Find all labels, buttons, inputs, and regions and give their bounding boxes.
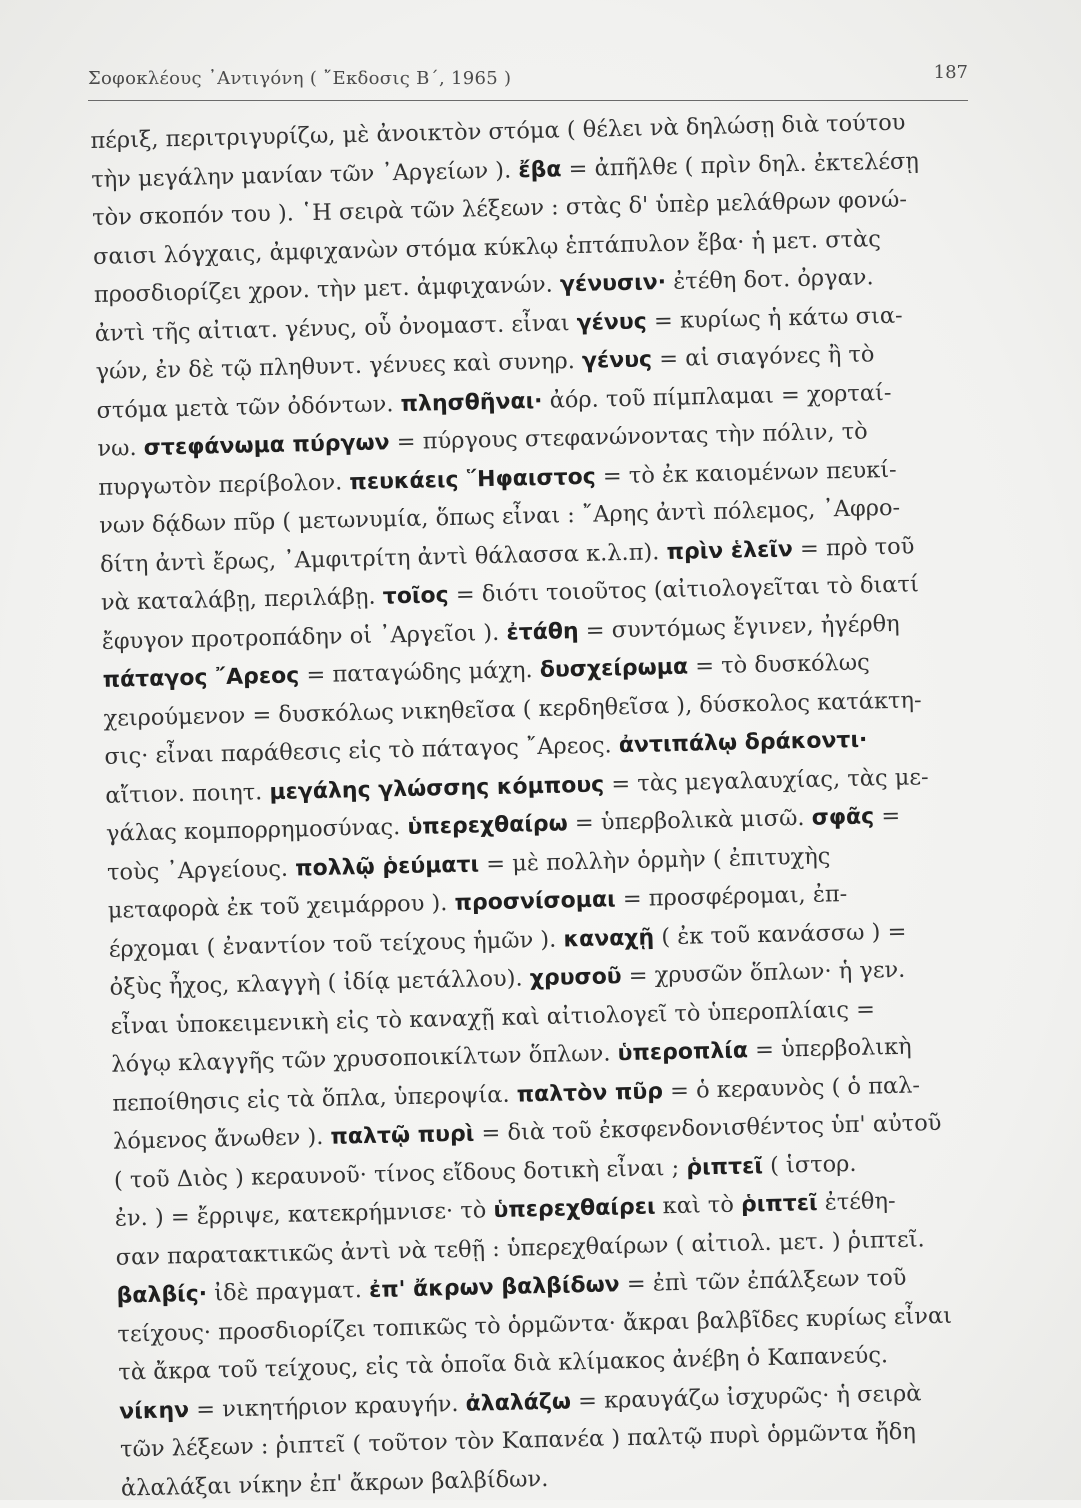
lemma-term: νίκην: [118, 1397, 190, 1425]
lemma-term: ἀλαλάζω: [465, 1388, 572, 1417]
header-rule: [88, 100, 968, 101]
gloss-text: = πύργους στεφανώνοντας τὴν πόλιν, τὸ: [389, 418, 868, 456]
gloss-text: = ἐπὶ τῶν ἐπάλξεων τοῦ: [619, 1264, 907, 1298]
gloss-text: σαισι λόγχαις, ἀμφιχανὼν στόμα κύκλῳ ἑπτάπυλον ἔβα· ἡ μετ. στὰς: [92, 225, 882, 270]
lemma-term: ὑπερεχθαίρω: [407, 811, 569, 840]
gloss-text: = τὸ δυσκόλως: [687, 649, 871, 680]
gloss-text: λόγῳ κλαγγῆς τῶν χρυσοποικίλτων ὅπλων.: [111, 1040, 618, 1078]
gloss-text: ( τοῦ Διὸς ) κεραυνοῦ· τίνος εἴδους δοτικὴ εἶναι ;: [113, 1154, 687, 1194]
gloss-text: τὸν σκοπόν του ). ῾Η σειρὰ τῶν λέξεων : στὰς δ' ὑπὲρ μελάθρων φονώ-: [91, 186, 908, 231]
gloss-text: =: [873, 802, 901, 830]
lemma-term: γένυς: [576, 308, 648, 336]
lemma-term: ὑπερεχθαίρει: [493, 1194, 656, 1224]
lemma-term: ῥιπτεῖ: [740, 1190, 818, 1218]
lemma-term: χρυσοῦ: [529, 964, 622, 992]
gloss-text: = χρυσῶν ὅπλων· ἡ γεν.: [621, 956, 906, 990]
gloss-text: = προσφέρομαι, ἐπ-: [615, 881, 848, 913]
gloss-text: δίτη ἀντὶ ἔρως, ᾿Αμφιτρίτη ἀντὶ θάλασσα κ.λ.π).: [99, 538, 667, 578]
gloss-text: = διότι τοιοῦτος (αἰτιολογεῖται τὸ διατί: [448, 571, 920, 608]
gloss-text: αἴτιον. ποιητ.: [104, 778, 270, 809]
gloss-text: πεποίθησις εἰς τὰ ὅπλα, ὑπεροψία.: [111, 1081, 518, 1117]
lemma-term: μεγάλης γλώσσης κόμπους: [269, 772, 605, 805]
gloss-text: σαν παρατακτικῶς ἀντὶ νὰ τεθῇ : ὑπερεχθαίρων ( αἰτιολ. μετ. ) ῥιπτεῖ.: [115, 1225, 925, 1271]
lemma-term: παλτῷ πυρὶ: [330, 1121, 475, 1150]
lemma-term: δυσχείρωμα: [539, 654, 689, 683]
gloss-text: = διὰ τοῦ ἐκσφενδονισθέντος ὑπ' αὐτοῦ: [474, 1109, 942, 1147]
lemma-term: παλτὸν πῦρ: [516, 1078, 664, 1108]
gloss-text: = τὸ ἐκ καιομένων πευκί-: [595, 456, 897, 490]
lemma-term: καναχῇ: [563, 924, 655, 952]
gloss-text: εἶναι ὑποκειμενικὴ εἰς τὸ καναχῇ καὶ αἰτιολογεῖ τὸ ὑπεροπλίαις =: [110, 995, 876, 1040]
gloss-text: σις· εἶναι παράθεσις εἰς τὸ πάταγος ῎Αρεος.: [104, 732, 620, 770]
gloss-text: μεταφορὰ ἐκ τοῦ χειμάρρου ).: [107, 889, 455, 924]
gloss-text: προσδιορίζει χρον. τὴν μετ. ἀμφιχανών.: [93, 271, 561, 308]
gloss-text: τὴν μεγάλην μανίαν τῶν ᾿Αργείων ).: [91, 156, 519, 193]
gloss-text: ( ἱστορ.: [762, 1150, 857, 1179]
lemma-term: ἀντιπάλῳ δράκοντι·: [618, 727, 868, 759]
gloss-text: νω.: [97, 434, 145, 462]
lemma-term: ἔβα: [518, 156, 562, 183]
gloss-text: = κραυγάζω ἰσχυρῶς· ἡ σειρὰ: [570, 1379, 922, 1414]
lemma-term: πρὶν ἑλεῖν: [666, 536, 794, 565]
gloss-text: = συντόμως ἔγινεν, ἠγέρθη: [578, 610, 900, 644]
page-number: 187: [933, 62, 968, 83]
gloss-text: = αἱ σιαγόνες ἢ τὸ: [651, 341, 875, 373]
lemma-term: πευκάεις ῞Ηφαιστος: [349, 464, 597, 495]
lemma-term: ῥιπτεῖ: [686, 1153, 764, 1181]
header-title: Σοφοκλέους ᾿Αντιγόνη ( ῎Εκδοσις Β΄, 1965 ): [88, 68, 512, 89]
gloss-text: έρχομαι ( ἐναντίον τοῦ τείχους ἡμῶν ).: [108, 925, 564, 963]
gloss-text: γών, ἐν δὲ τῷ πληθυντ. γένυες καὶ συνηρ.: [95, 347, 583, 385]
gloss-text: νων δᾴδων πῦρ ( μετωνυμία, ὅπως εἶναι : ῎Αρης ἀντὶ πόλεμος, ᾿Αφρο-: [98, 494, 901, 539]
lemma-term: ἐπ' ἄκρων βαλβίδων: [368, 1272, 620, 1303]
gloss-text: ἀόρ. τοῦ πίμπλαμαι = χορταί-: [542, 379, 892, 414]
gloss-text: = ὁ κεραυνὸς ( ὁ παλ-: [662, 1071, 921, 1104]
gloss-text: ἐτέθη δοτ. ὀργαν.: [665, 264, 874, 295]
lemma-term: γένυσιν·: [559, 269, 667, 298]
gloss-text: γάλας κομπορρημοσύνας.: [105, 813, 408, 847]
lemma-term: πολλῷ ῥεύματι: [294, 851, 480, 882]
lemma-term: γένυς: [581, 347, 653, 374]
gloss-text: = τὰς μεγαλαυχίας, τὰς με-: [603, 763, 929, 798]
running-header: [88, 62, 968, 102]
gloss-text: = ὑπερβολικὰ μισῶ.: [567, 804, 812, 837]
gloss-text: ἐτέθη-: [817, 1188, 896, 1216]
lemma-term: στεφάνωμα πύργων: [143, 430, 390, 461]
gloss-text: ἰδὲ πραγματ.: [206, 1276, 370, 1307]
lemma-term: τοῖος: [382, 582, 449, 610]
gloss-text: = ὑπερβολικὴ: [747, 1033, 912, 1064]
gloss-text: στόμα μετὰ τῶν ὀδόντων.: [96, 390, 401, 424]
gloss-text: ἔφυγον προτροπάδην οἱ ᾿Αργεῖοι ).: [101, 619, 507, 655]
gloss-text: χειρούμενον = δυσκόλως νικηθεῖσα ( κερδηθεῖσα ), δύσκολος κατάκτη-: [103, 686, 922, 732]
gloss-text: νὰ καταλάβῃ, περιλάβῃ.: [100, 583, 384, 616]
commentary-text: [90, 102, 1001, 1508]
gloss-text: = ἀπῆλθε ( πρὶν δηλ. ἐκτελέσῃ: [561, 147, 920, 182]
lemma-term: προσνίσομαι: [454, 887, 616, 916]
lemma-term: σφᾶς: [811, 804, 875, 831]
gloss-text: λόμενος ἄνωθεν ).: [112, 1123, 331, 1155]
lemma-term: πλησθῆναι·: [400, 388, 543, 417]
gloss-text: ἀντὶ τῆς αἰτιατ. γένυς, οὗ ὀνομαστ. εἶναι: [94, 309, 577, 347]
gloss-text: = νικητήριον κραυγήν.: [188, 1390, 466, 1423]
gloss-text: ὀξὺς ἦχος, κλαγγὴ ( ἰδίᾳ μετάλλου).: [109, 965, 531, 1001]
lemma-term: ὑπεροπλία: [617, 1038, 749, 1067]
gloss-text: ἐν. ) = ἔρριψε, κατεκρήμνισε· τὸ: [114, 1197, 494, 1232]
gloss-text: καὶ τὸ: [655, 1191, 742, 1220]
gloss-text: πέριξ, περιτριγυρίζω, μὲ ἀνοικτὸν στόμα ( θέλει νὰ δηλώσῃ διὰ τούτου: [90, 109, 906, 154]
gloss-text: ( ἐκ τοῦ κανάσσω ) =: [653, 918, 907, 950]
lemma-term: ἐτάθη: [506, 618, 579, 646]
gloss-text: = μὲ πολλὴν ὁρμὴν ( ἐπιτυχὴς: [478, 842, 831, 877]
gloss-text: τῶν λέξεων : ῥιπτεῖ ( τοῦτον τὸν Καπανέα ) παλτῷ πυρὶ ὁρμῶντα ἤδη: [119, 1418, 917, 1463]
gloss-text: τοὺς ᾿Αργείους.: [106, 855, 296, 886]
gloss-text: = πρὸ τοῦ: [792, 532, 915, 562]
gloss-text: = κυρίως ἡ κάτω σια-: [646, 302, 903, 334]
gloss-text: τὰ ἄκρα τοῦ τείχους, εἰς τὰ ὁποῖα διὰ κλίμακος ἀνέβη ὁ Καπανεύς.: [118, 1342, 889, 1386]
gloss-text: τείχους· προσδιορίζει τοπικῶς τὸ ὁρμῶντα· ἄκραι βαλβῖδες κυρίως εἶναι: [117, 1302, 953, 1348]
lemma-term: βαλβίς·: [116, 1281, 208, 1309]
gloss-text: πυργωτὸν περίβολον.: [97, 468, 350, 501]
lemma-term: πάταγος ῎Αρεος: [102, 663, 300, 693]
gloss-text: = παταγώδης μάχη.: [298, 656, 541, 689]
gloss-text: ἀλαλάξαι νίκην ἐπ' ἄκρων βαλβίδων.: [120, 1465, 549, 1502]
